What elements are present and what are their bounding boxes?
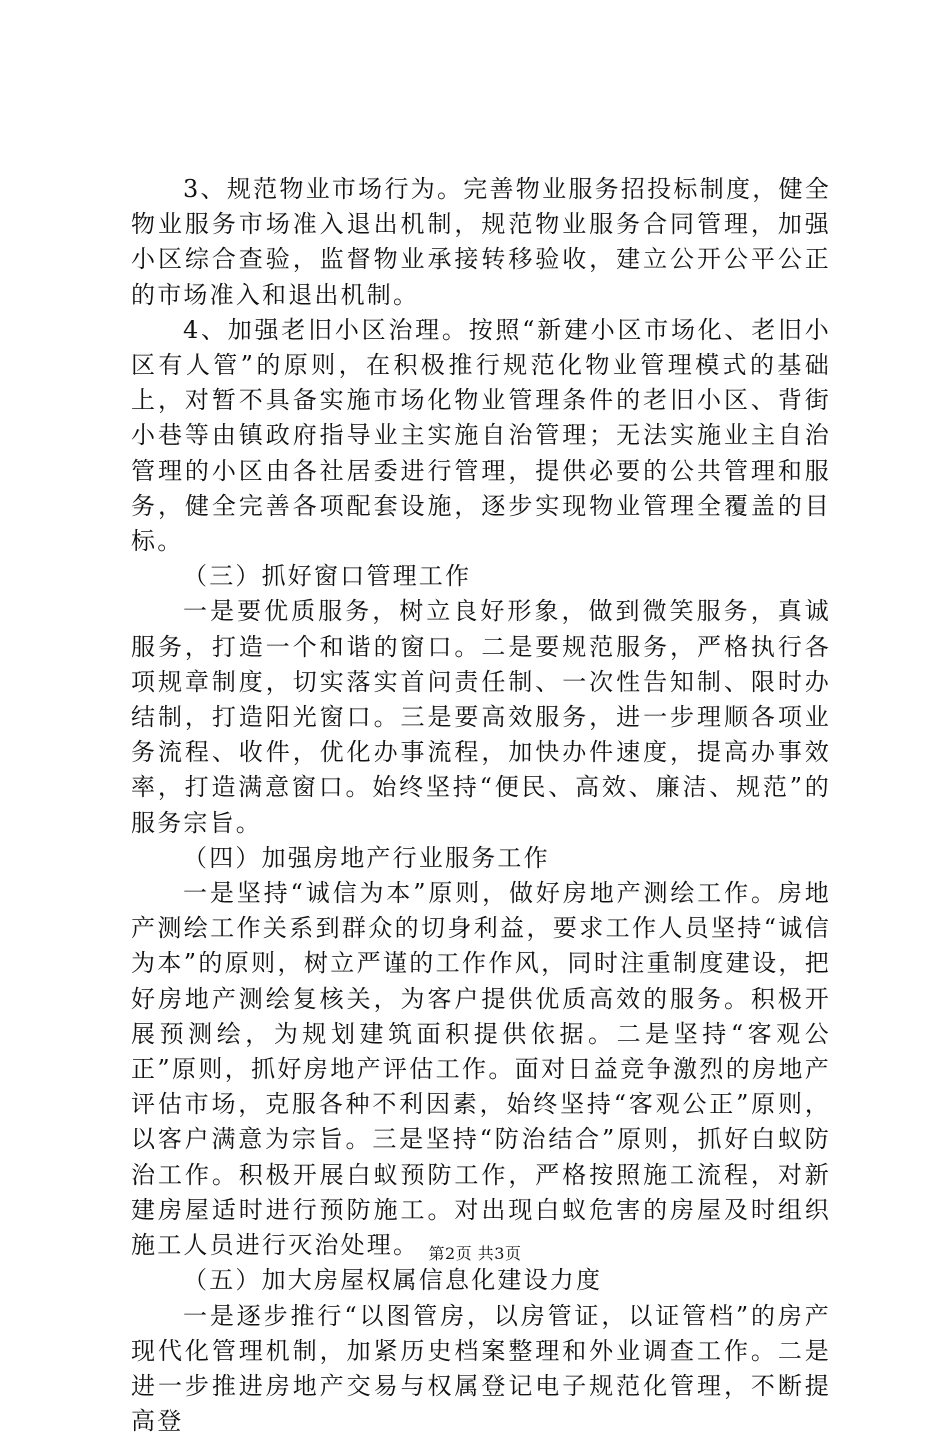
page-number-footer: 第2页 共3页 [0,1244,950,1264]
section-heading-window-management: （三）抓好窗口管理工作 [131,559,831,594]
section-heading-informatization: （五）加大房屋权属信息化建设力度 [131,1263,831,1298]
section-heading-real-estate-service: （四）加强房地产行业服务工作 [131,841,831,876]
paragraph-property-market: 3、规范物业市场行为。完善物业服务招投标制度，健全物业服务市场准入退出机制，规范物业服务合同管理，加强小区综合查验，监督物业承接转移验收，建立公开公平公正的市场准入和退出机制。 [131,172,831,313]
paragraph-informatization: 一是逐步推行“以图管房，以房管证，以证管档”的房产现代化管理机制，加紧历史档案整理和外业调查工作。二是进一步推进房地产交易与权属登记电子规范化管理，不断提高登 [131,1299,831,1439]
paragraph-window-service: 一是要优质服务，树立良好形象，做到微笑服务，真诚服务，打造一个和谐的窗口。二是要规范服务，严格执行各项规章制度，切实落实首问责任制、一次性告知制、限时办结制，打造阳光窗口。三是要高效服务，进一步理顺各项业务流程、收件，优化办事流程，加快办件速度，提高办事效率，打造满意窗口。始终坚持“便民、高效、廉洁、规范”的服务宗旨。 [131,594,831,840]
paragraph-old-communities: 4、加强老旧小区治理。按照“新建小区市场化、老旧小区有人管”的原则，在积极推行规范化物业管理模式的基础上，对暂不具备实施市场化物业管理条件的老旧小区、背街小巷等由镇政府指导业主实施自治管理；无法实施业主自治管理的小区由各社居委进行管理，提供必要的公共管理和服务，健全完善各项配套设施，逐步实现物业管理全覆盖的目标。 [131,313,831,559]
paragraph-real-estate-service: 一是坚持“诚信为本”原则，做好房地产测绘工作。房地产测绘工作关系到群众的切身利益，要求工作人员坚持“诚信为本”的原则，树立严谨的工作作风，同时注重制度建设，把好房地产测绘复核关，为客户提供优质高效的服务。积极开展预测绘，为规划建筑面积提供依据。二是坚持“客观公正”原则，抓好房地产评估工作。面对日益竞争激烈的房地产评估市场，克服各种不利因素，始终坚持“客观公正”原则，以客户满意为宗旨。三是坚持“防治结合”原则，抓好白蚁防治工作。积极开展白蚁预防工作，严格按照施工流程，对新建房屋适时进行预防施工。对出现白蚁危害的房屋及时组织施工人员进行灭治处理。 [131,876,831,1263]
